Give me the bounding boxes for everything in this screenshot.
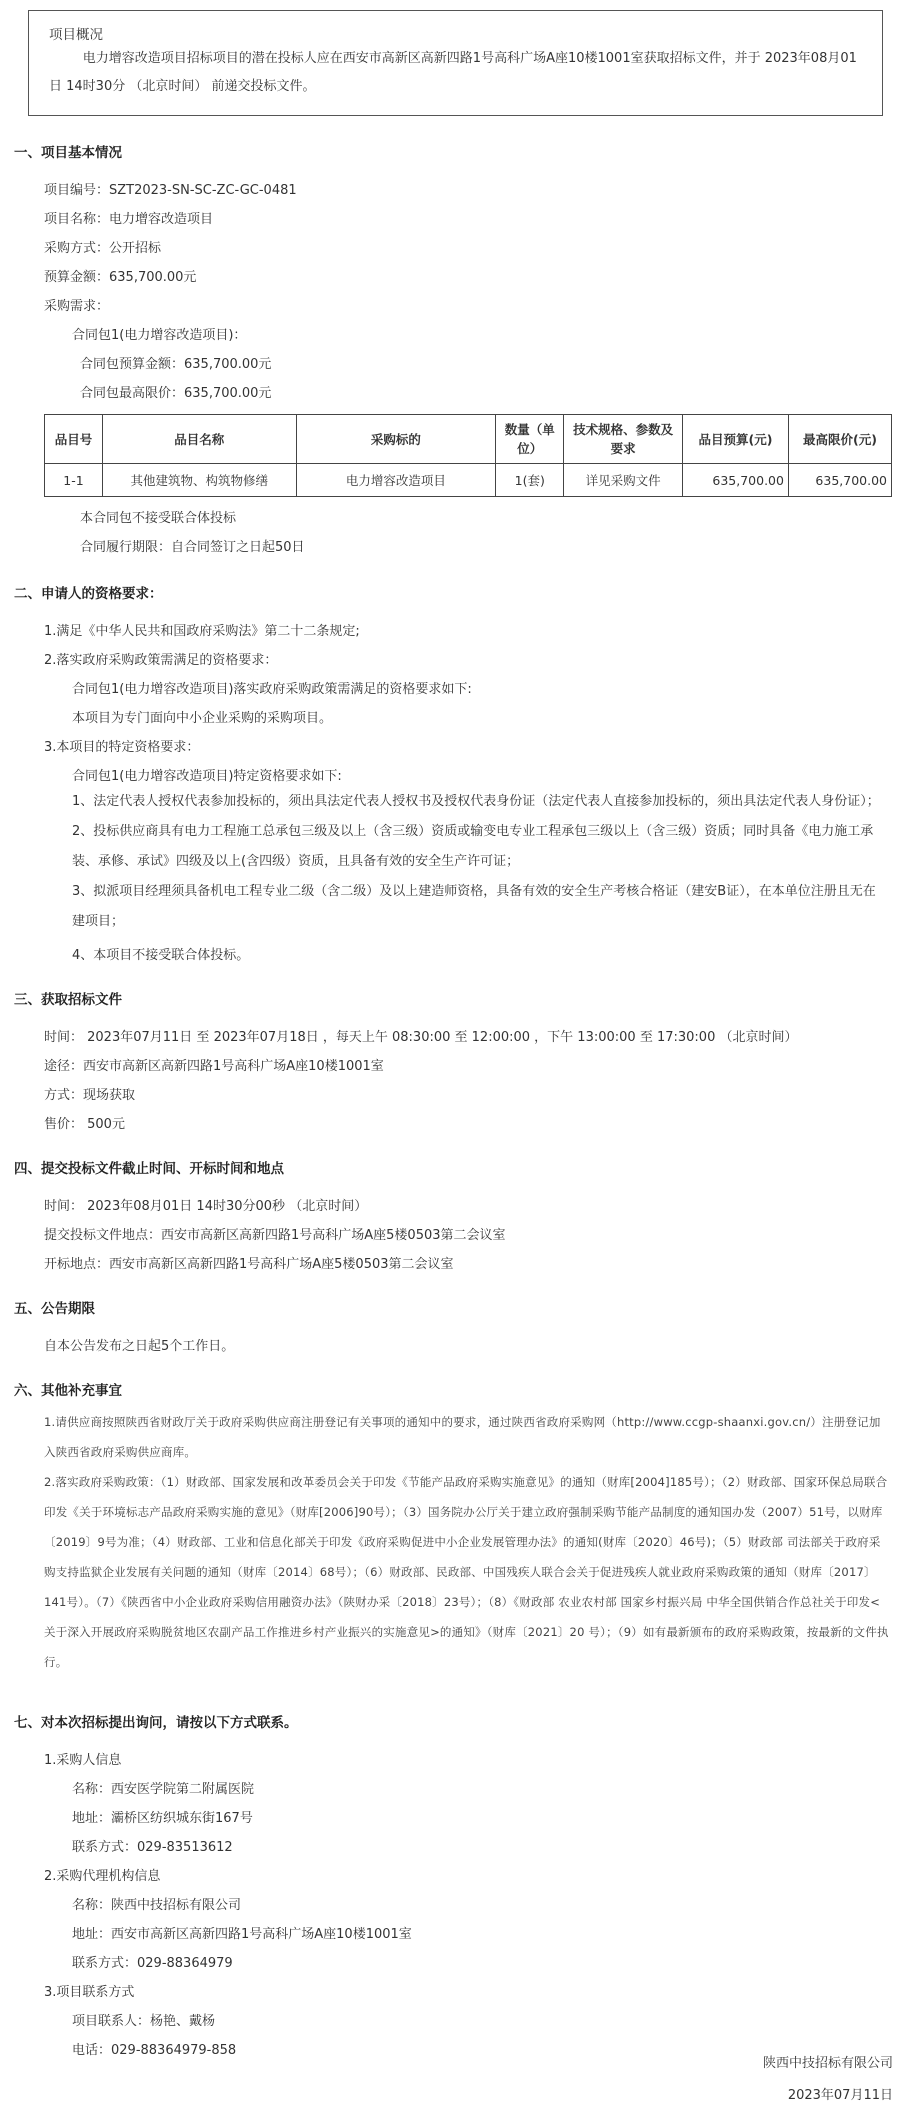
footer-date: 2023年07月11日 [787, 2088, 893, 2103]
purchaser-address: 地址：灞桥区纺织城东街167号 [72, 1811, 253, 1826]
deadline-time: 时间： 2023年08月01日 14时30分00秒 （北京时间） [44, 1199, 368, 1214]
contract-package-label: 合同包1(电力增容改造项目)： [72, 328, 247, 343]
procurement-method: 采购方式：公开招标 [44, 241, 162, 256]
table-header-cell: 品目预算(元) [683, 415, 789, 464]
package-budget: 合同包预算金额：635,700.00元 [80, 357, 272, 372]
document-price: 售价： 500元 [44, 1117, 125, 1132]
table-cell: 635,700.00 [683, 464, 789, 497]
requirement-2: 2、投标供应商具有电力工程施工总承包三级及以上（含三级）资质或输变电专业工程承包三级以上（含三级）资质；同时具备《电力施工承装、承修、承试》四级及以上(含四级）资质，且具备有效的安全生产许可证； [72, 824, 874, 869]
project-contact-person: 项目联系人：杨艳、戴杨 [72, 2014, 216, 2029]
purchaser-info-label: 1.采购人信息 [44, 1753, 122, 1768]
procurement-needs-label: 采购需求： [44, 299, 110, 314]
package-max-price: 合同包最高限价：635,700.00元 [80, 386, 272, 401]
requirement-4: 4、本项目不接受联合体投标。 [72, 948, 250, 963]
qualification-item-3: 3.本项目的特定资格要求： [44, 740, 200, 755]
table-cell: 其他建筑物、构筑物修缮 [102, 464, 296, 497]
supplement-1: 1.请供应商按照陕西省财政厅关于政府采购供应商注册登记有关事项的通知中的要求，通过陕西省政府采购网（http://www.ccgp-shaanxi.gov.cn/）注册登记加入陕西省政府采购供应商库。 [44, 1415, 881, 1459]
requirement-3: 3、拟派项目经理须具备机电工程专业二级（含二级）及以上建造师资格，具备有效的安全生产考核合格证（建安B证），在本单位注册且无在建项目； [72, 884, 876, 929]
table-cell: 635,700.00 [788, 464, 891, 497]
supplement-2: 2.落实政府采购政策：（1）财政部、国家发展和改革委员会关于印发《节能产品政府采购实施意见》的通知（财库[2004]185号）；（2）财政部、国家环保总局联合印发《关于环境标志产品政府采购实施的意见》（财库[2006]90号）；（3）国务院办公厅关于建立政府强制采购节能产品制度的通知国办发（2007）51号，以财库〔2019〕9号为准；（4）财政部、工业和信息化部关于印发《政府采购促进中小企业发展管理办法》的通知(财库〔2020〕46号)；（5）财政部 司法部关于政府采购支持监狱企业发展有关问题的通知（财库〔2014〕68号）；（6）财政部、民政部、中国残疾人联合会关于促进残疾人就业政府采购政策的通知（财库〔2017〕141号）。（7）《陕西省中小企业政府采购信用融资办法》（陕财办采〔2018〕23号）；（8）《财政部 农业农村部 国家乡村振兴局 中华全国供销合作总社关于印发<关于深入开展政府采购脱贫地区农副产品工作推进乡村产业振兴的实施意见>的通知》（财库〔2021〕20 号）；（9）如有最新颁布的政府采购政策，按最新的文件执行。 [44, 1475, 889, 1669]
obtain-way: 方式：现场获取 [44, 1088, 136, 1103]
project-code: 项目编号：SZT2023-SN-SC-ZC-GC-0481 [44, 183, 297, 198]
overview-title: 项目概况 [49, 27, 103, 43]
procurement-items-table [44, 414, 892, 497]
no-consortium-note: 本合同包不接受联合体投标 [80, 511, 237, 526]
overview-text: 电力增容改造项目招标项目的潜在投标人应在西安市高新区高新四路1号高科广场A座10楼1001室获取招标文件，并于 2023年08月01日 14时30分 （北京时间） 前递交投标文件。 [49, 51, 857, 94]
qualification-item-2: 2.落实政府采购政策需满足的资格要求： [44, 653, 278, 668]
table-cell: 1-1 [45, 464, 103, 497]
section-1-heading: 一、项目基本情况 [14, 145, 122, 161]
purchaser-phone: 联系方式：029-83513612 [72, 1840, 233, 1855]
agency-name: 名称：陕西中技招标有限公司 [72, 1898, 242, 1913]
project-name: 项目名称：电力增容改造项目 [44, 212, 214, 227]
requirement-1: 1、法定代表人授权代表参加投标的，须出具法定代表人授权书及授权代表身份证（法定代表人直接参加投标的，须出具法定代表人身份证）； [72, 794, 880, 809]
section-5-heading: 五、公告期限 [14, 1301, 95, 1317]
obtain-time: 时间： 2023年07月11日 至 2023年07月18日 ，每天上午 08:30:00 至 12:00:00 ，下午 13:00:00 至 17:30:00 （北京时间） [44, 1030, 798, 1045]
table-cell: 电力增容改造项目 [296, 464, 496, 497]
agency-phone: 联系方式：029-88364979 [72, 1956, 233, 1971]
table-header-cell: 品目名称 [102, 415, 296, 464]
sme-note: 本项目为专门面向中小企业采购的采购项目。 [72, 711, 333, 726]
notice-period: 自本公告发布之日起5个工作日。 [44, 1339, 235, 1354]
agency-info-label: 2.采购代理机构信息 [44, 1869, 161, 1884]
section-3-heading: 三、获取招标文件 [14, 992, 122, 1008]
section-4-heading: 四、提交投标文件截止时间、开标时间和地点 [14, 1161, 284, 1177]
section-6-heading: 六、其他补充事宜 [14, 1383, 122, 1399]
opening-place: 开标地点：西安市高新区高新四路1号高科广场A座5楼0503第二会议室 [44, 1257, 454, 1272]
project-contact-phone: 电话：029-88364979-858 [72, 2043, 237, 2058]
budget-amount: 预算金额：635,700.00元 [44, 270, 197, 285]
table-header-cell: 数量（单位） [496, 415, 564, 464]
table-header-cell: 最高限价(元) [788, 415, 891, 464]
project-contact-label: 3.项目联系方式 [44, 1985, 135, 2000]
agency-address: 地址：西安市高新区高新四路1号高科广场A座10楼1001室 [72, 1927, 412, 1942]
obtain-place: 途径：西安市高新区高新四路1号高科广场A座10楼1001室 [44, 1059, 384, 1074]
submit-place: 提交投标文件地点：西安市高新区高新四路1号高科广场A座5楼0503第二会议室 [44, 1228, 506, 1243]
table-header-row [45, 415, 892, 464]
project-overview-box [28, 10, 883, 116]
table-header-cell: 采购标的 [296, 415, 496, 464]
section-7-heading: 七、对本次招标提出询问，请按以下方式联系。 [14, 1715, 298, 1731]
table-header-cell: 技术规格、参数及要求 [564, 415, 683, 464]
table-row [45, 464, 892, 497]
qualification-item-1: 1.满足《中华人民共和国政府采购法》第二十二条规定; [44, 624, 360, 639]
table-header-cell: 品目号 [45, 415, 103, 464]
special-requirement-intro: 合同包1(电力增容改造项目)特定资格要求如下: [72, 769, 342, 784]
table-cell: 详见采购文件 [564, 464, 683, 497]
footer-company: 陕西中技招标有限公司 [762, 2056, 893, 2071]
purchaser-name: 名称：西安医学院第二附属医院 [72, 1782, 255, 1797]
policy-requirement-intro: 合同包1(电力增容改造项目)落实政府采购政策需满足的资格要求如下: [72, 682, 472, 697]
contract-period: 合同履行期限：自合同签订之日起50日 [80, 540, 305, 555]
table-cell: 1(套) [496, 464, 564, 497]
section-2-heading: 二、申请人的资格要求： [14, 586, 163, 602]
